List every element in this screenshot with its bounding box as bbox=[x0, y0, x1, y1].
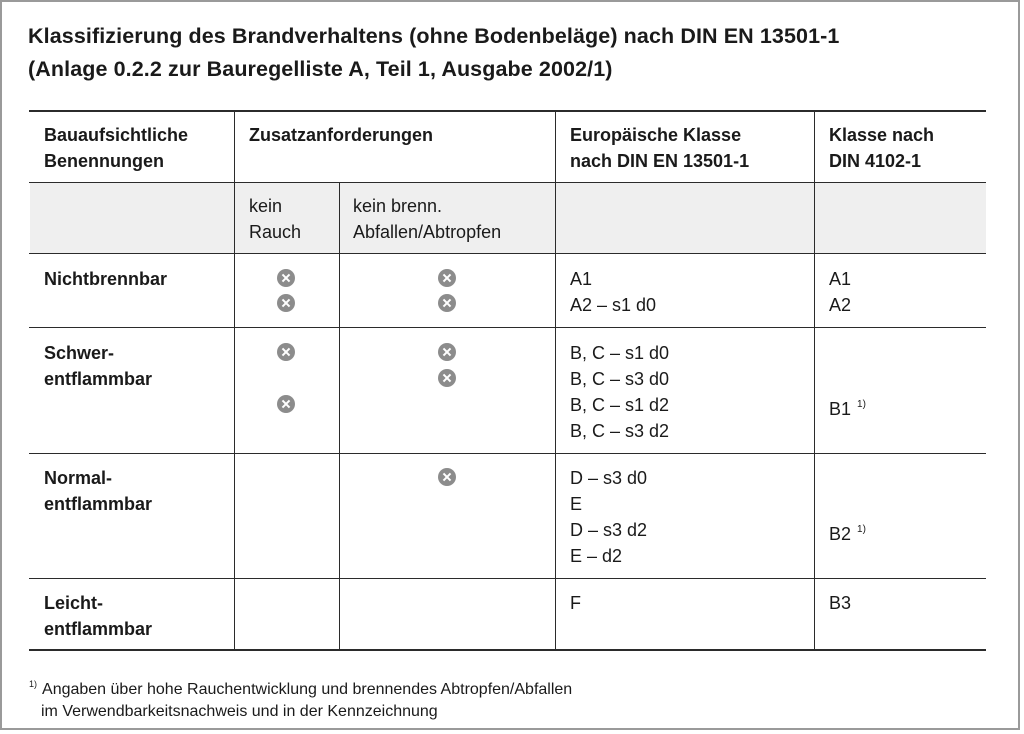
header-zusatzanforderungen: Zusatzanforderungen bbox=[249, 125, 434, 145]
table-rule-top bbox=[29, 110, 986, 112]
x-circle-icon bbox=[277, 343, 295, 361]
row-din-schwerentflammbar: B1 $^{1)}$ bbox=[829, 399, 866, 419]
table-rule-row2 bbox=[29, 453, 986, 454]
x-circle-icon bbox=[277, 294, 295, 312]
row-name-leichtentflammbar: Leicht- entflammbar bbox=[44, 593, 153, 639]
table-col-divider-4 bbox=[814, 112, 815, 649]
table-rule-row3 bbox=[29, 578, 986, 579]
x-circle-icon bbox=[438, 468, 456, 486]
row-din-leichtentflammbar: B3 bbox=[829, 593, 852, 613]
row-euro-nichtbrennbar: A1 A2 – s1 d0 bbox=[570, 269, 657, 315]
footnote-marker: 1) bbox=[857, 524, 866, 535]
x-circle-icon bbox=[438, 369, 456, 387]
x-circle-icon bbox=[277, 395, 295, 413]
footnote: $^{1)}$ Angaben über hohe Rauchentwicklung und brennendes Abtropfen/Abfallen im Verwendbarkeitsnachweis und in der Kennzeichnung bbox=[29, 679, 573, 720]
table-col-divider-2 bbox=[339, 183, 340, 649]
table-rule-bottom bbox=[29, 649, 986, 651]
row-name-normalentflammbar: Normal- entflammbar bbox=[44, 468, 153, 514]
row-euro-normalentflammbar: D – s3 d0 E D – s3 d2 E – d2 bbox=[570, 468, 648, 566]
x-circle-icon bbox=[438, 294, 456, 312]
table-rule-header bbox=[29, 182, 986, 183]
header-benennungen: Bauaufsichtliche Benennungen bbox=[44, 125, 189, 171]
subheader-kein-abtropfen: kein brenn. Abfallen/Abtropfen bbox=[353, 196, 502, 242]
x-circle-icon bbox=[438, 343, 456, 361]
document-title bbox=[28, 20, 839, 86]
row-euro-leichtentflammbar: F bbox=[570, 593, 581, 613]
title-line-1: Klassifizierung des Brandverhaltens (ohne Bodenbeläge) nach DIN EN 13501-1 bbox=[28, 24, 840, 48]
table-col-divider-3 bbox=[555, 112, 556, 649]
row-din-nichtbrennbar: A1 A2 bbox=[829, 269, 852, 315]
row-name-nichtbrennbar: Nichtbrennbar bbox=[44, 269, 168, 289]
subheader-kein-rauch: kein Rauch bbox=[249, 196, 302, 242]
table-rule-subheader bbox=[29, 253, 986, 254]
row-name-schwerentflammbar: Schwer- entflammbar bbox=[44, 343, 153, 389]
x-circle-icon bbox=[438, 269, 456, 287]
footnote-marker: 1) bbox=[29, 679, 38, 689]
x-circle-icon bbox=[277, 269, 295, 287]
row-din-normalentflammbar: B2 $^{1)}$ bbox=[829, 524, 866, 544]
header-klasse-din4102: Klasse nach DIN 4102-1 bbox=[829, 125, 935, 171]
footnote-marker: 1) bbox=[857, 399, 866, 410]
table-col-divider-1 bbox=[234, 112, 235, 649]
title-line-2: (Anlage 0.2.2 zur Bauregelliste A, Teil 1, Ausgabe 2002/1) bbox=[28, 57, 613, 81]
header-europaeische-klasse: Europäische Klasse nach DIN EN 13501-1 bbox=[570, 125, 750, 171]
row-euro-schwerentflammbar: B, C – s1 d0 B, C – s3 d0 B, C – s1 d2 B, C – s3 d2 bbox=[570, 343, 670, 441]
table-rule-row1 bbox=[29, 327, 986, 328]
subheader-shade bbox=[30, 183, 986, 253]
